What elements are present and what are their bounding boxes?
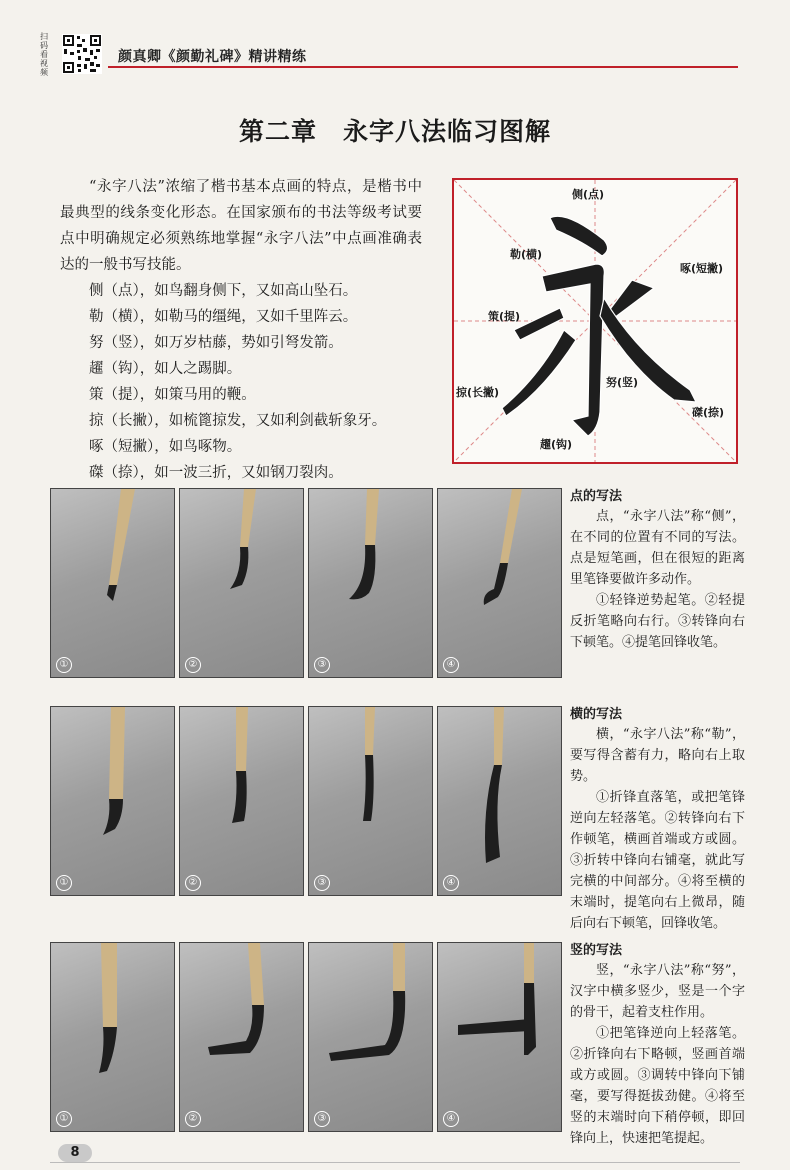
step-number: ② xyxy=(185,1111,201,1127)
step-number: ④ xyxy=(443,875,459,891)
step-number: ④ xyxy=(443,1111,459,1127)
intro-paragraph: “永字八法”浓缩了楷书基本点画的特点，是楷书中最典型的线条变化形态。在国家颁布的书法等级考试要点中明确规定必须熟练地掌握“永字八法”中点画准确表达的一般书写技能。 xyxy=(60,179,422,273)
list-item: 趯（钩），如人之踢脚。 xyxy=(89,361,242,377)
list-item: 努（竖），如万岁枯藤，势如引弩发箭。 xyxy=(89,335,343,351)
brush-photo xyxy=(437,706,562,896)
brush-photo xyxy=(179,942,304,1132)
list-item: 策（提），如策马用的鞭。 xyxy=(89,387,256,403)
section-title: 点的写法 xyxy=(570,489,623,504)
label-ce2: 策(提) xyxy=(488,310,521,323)
book-title: 颜真卿《颜勤礼碑》精讲精练 xyxy=(118,49,307,65)
page-edge-rule xyxy=(50,1162,740,1163)
list-item: 磔（捺），如一波三折，又如钢刀裂肉。 xyxy=(89,465,343,481)
page-number: 8 xyxy=(58,1144,92,1162)
step-number: ① xyxy=(56,1111,72,1127)
section-title: 竖的写法 xyxy=(570,943,623,958)
list-item: 侧（点），如鸟翻身侧下，又如高山坠石。 xyxy=(89,283,358,299)
brush-photo xyxy=(308,488,433,678)
label-ti: 趯(钩) xyxy=(540,438,573,451)
step-number: ① xyxy=(56,657,72,673)
list-item: 啄（短撇），如鸟啄物。 xyxy=(89,439,242,455)
brush-photo xyxy=(50,942,175,1132)
brush-photo xyxy=(179,488,304,678)
section-paragraph: ①把笔锋逆向上轻落笔。②折锋向右下略顿，竖画首端或方或圆。③调转中锋向下铺毫，要写得挺拔劲健。④将至竖的末端时向下稍停顿，即回锋向上，快速把笔提起。 xyxy=(570,1026,745,1146)
step-number: ④ xyxy=(443,657,459,673)
photo-row-vertical xyxy=(50,942,562,1132)
intro-text xyxy=(60,174,422,486)
step-number: ② xyxy=(185,875,201,891)
brush-photo xyxy=(50,706,175,896)
list-item: 掠（长撇），如梳篦掠发，又如利剑截斩象牙。 xyxy=(89,413,387,429)
step-number: ③ xyxy=(314,875,330,891)
yong-character-diagram xyxy=(452,178,738,464)
step-number: ① xyxy=(56,875,72,891)
photo-row-horizontal xyxy=(50,706,562,896)
list-item: 勒（横），如勒马的缰绳，又如千里阵云。 xyxy=(89,309,358,325)
brush-photo xyxy=(437,942,562,1132)
chapter-title: 第二章 永字八法临习图解 xyxy=(238,117,551,146)
section-paragraph: 横，“永字八法”称“勒”，要写得含蓄有力，略向右上取势。 xyxy=(570,727,745,784)
header-rule xyxy=(108,66,738,68)
section-paragraph: ①轻锋逆势起笔。②轻提反折笔略向右行。③转锋向右下顿笔。④提笔回锋收笔。 xyxy=(570,593,745,650)
section-dot xyxy=(570,488,745,653)
section-title: 横的写法 xyxy=(570,707,623,722)
brush-photo xyxy=(437,488,562,678)
section-paragraph: 竖，“永字八法”称“努”，汉字中横多竖少，竖是一个字的骨干，起着支柱作用。 xyxy=(570,963,745,1020)
label-le: 勒(横) xyxy=(510,248,543,261)
label-zhuo: 啄(短撇) xyxy=(680,262,724,275)
step-number: ③ xyxy=(314,657,330,673)
section-paragraph: ①折锋直落笔，或把笔锋逆向左轻落笔。②转锋向右下作顿笔，横画首端或方或圆。③折转中锋向右铺毫，就此写完横的中间部分。④将至横的末端时，提笔向右上微昂，随后向右下顿笔，回锋收笔。 xyxy=(570,790,745,931)
label-nu: 努(竖) xyxy=(606,376,639,389)
photo-row-dot xyxy=(50,488,562,678)
brush-photo xyxy=(179,706,304,896)
section-paragraph: 点，“永字八法”称“侧”，在不同的位置有不同的写法。点是短笔画，但在很短的距离里笔锋要做许多动作。 xyxy=(570,509,745,587)
section-horizontal xyxy=(570,706,745,934)
brush-photo xyxy=(308,942,433,1132)
step-number: ③ xyxy=(314,1111,330,1127)
label-zhe: 磔(捺) xyxy=(692,406,725,419)
stroke-list xyxy=(60,278,422,486)
label-ce: 侧(点) xyxy=(572,188,605,201)
qr-caption: 扫码看视频 xyxy=(40,32,48,77)
section-vertical xyxy=(570,942,745,1149)
label-lve: 掠(长撇) xyxy=(456,386,500,399)
step-number: ② xyxy=(185,657,201,673)
brush-photo xyxy=(308,706,433,896)
brush-photo xyxy=(50,488,175,678)
qr-code-icon[interactable] xyxy=(62,34,102,74)
